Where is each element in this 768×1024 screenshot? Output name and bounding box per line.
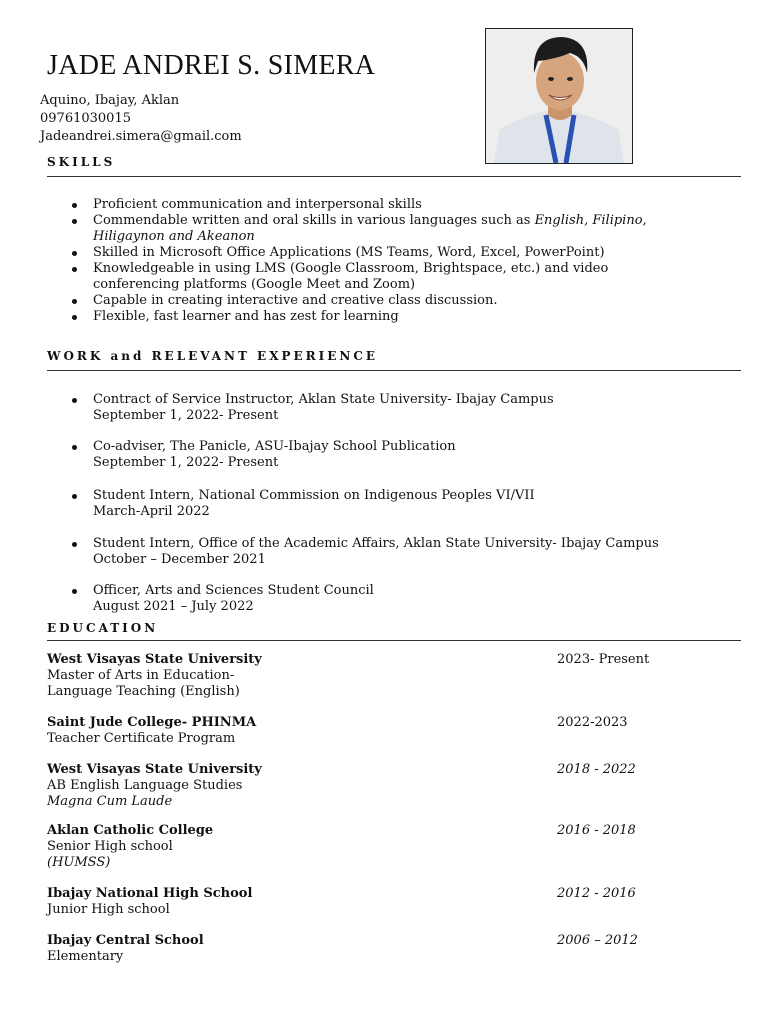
skill-item: Skilled in Microsoft Office Applications (MS Teams, Word, Excel, PowerPoint) — [93, 245, 693, 261]
work-divider — [47, 370, 741, 371]
education-entry — [47, 762, 741, 810]
work-role: Student Intern, Office of the Academic Affairs, Aklan State University- Ibajay Campus — [93, 536, 659, 551]
honor: Magna Cum Laude — [47, 794, 173, 809]
work-date: March-April 2022 — [93, 504, 210, 519]
school-name: Ibajay National High School — [47, 886, 253, 901]
skill-item: Commendable written and oral skills in various languages such as English, Filipino, Hiligaynon and Akeanon — [93, 213, 693, 245]
school-years: 2006 – 2012 — [557, 933, 638, 948]
school-name: West Visayas State University — [47, 762, 262, 777]
work-date: September 1, 2022- Present — [93, 408, 279, 423]
skills-list — [93, 197, 693, 325]
school-name: Aklan Catholic College — [47, 823, 214, 838]
work-role: Contract of Service Instructor, Aklan State University- Ibajay Campus — [93, 392, 554, 407]
education-divider — [47, 640, 741, 641]
contact-info — [40, 92, 242, 146]
program: Senior High school — [47, 839, 173, 854]
work-role: Student Intern, National Commission on Indigenous Peoples VI/VII — [93, 488, 535, 503]
school-years: 2023- Present — [557, 652, 650, 667]
work-role: Co-adviser, The Panicle, ASU-Ibajay School Publication — [93, 439, 456, 454]
work-date: October – December 2021 — [93, 552, 266, 567]
skill-item: Knowledgeable in using LMS (Google Classroom, Brightspace, etc.) and video conferencing platforms (Google Meet and Zoom) — [93, 261, 693, 293]
education-entry — [47, 886, 741, 918]
school-name: West Visayas State University — [47, 652, 262, 667]
work-entry — [93, 536, 659, 568]
program: Teacher Certificate Program — [47, 731, 236, 746]
profile-photo — [485, 28, 633, 164]
strand: (HUMSS) — [47, 855, 111, 870]
work-date: August 2021 – July 2022 — [93, 599, 254, 614]
work-entry — [93, 488, 535, 520]
work-entry — [93, 392, 554, 424]
portrait-illustration — [486, 29, 632, 163]
school-years: 2016 - 2018 — [557, 823, 636, 838]
school-years: 2018 - 2022 — [557, 762, 636, 777]
work-heading: WORK and RELEVANT EXPERIENCE — [47, 349, 379, 363]
program: AB English Language Studies — [47, 778, 243, 793]
education-heading: EDUCATION — [47, 621, 159, 635]
applicant-name: JADE ANDREI S. SIMERA — [47, 50, 376, 81]
work-role: Officer, Arts and Sciences Student Council — [93, 583, 374, 598]
education-entry — [47, 652, 741, 700]
phone-number: 09761030015 — [40, 111, 131, 126]
program-detail: Language Teaching (English) — [47, 684, 240, 699]
email-address: Jadeandrei.simera@gmail.com — [40, 129, 242, 144]
program: Junior High school — [47, 902, 170, 917]
education-entry — [47, 715, 741, 747]
program: Master of Arts in Education- — [47, 668, 235, 683]
work-date: September 1, 2022- Present — [93, 455, 279, 470]
education-entry — [47, 823, 741, 871]
school-name: Saint Jude College- PHINMA — [47, 715, 257, 730]
skill-item: Capable in creating interactive and creative class discussion. — [93, 293, 693, 309]
skill-item: Proficient communication and interpersonal skills — [93, 197, 693, 213]
skill-item: Flexible, fast learner and has zest for learning — [93, 309, 693, 325]
school-years: 2022-2023 — [557, 715, 628, 730]
skills-heading: SKILLS — [47, 155, 116, 169]
work-entry — [93, 439, 456, 471]
work-entry — [93, 583, 374, 615]
skills-divider — [47, 176, 741, 177]
program: Elementary — [47, 949, 124, 964]
school-years: 2012 - 2016 — [557, 886, 636, 901]
education-entry — [47, 933, 741, 965]
address: Aquino, Ibajay, Aklan — [40, 93, 180, 108]
school-name: Ibajay Central School — [47, 933, 204, 948]
